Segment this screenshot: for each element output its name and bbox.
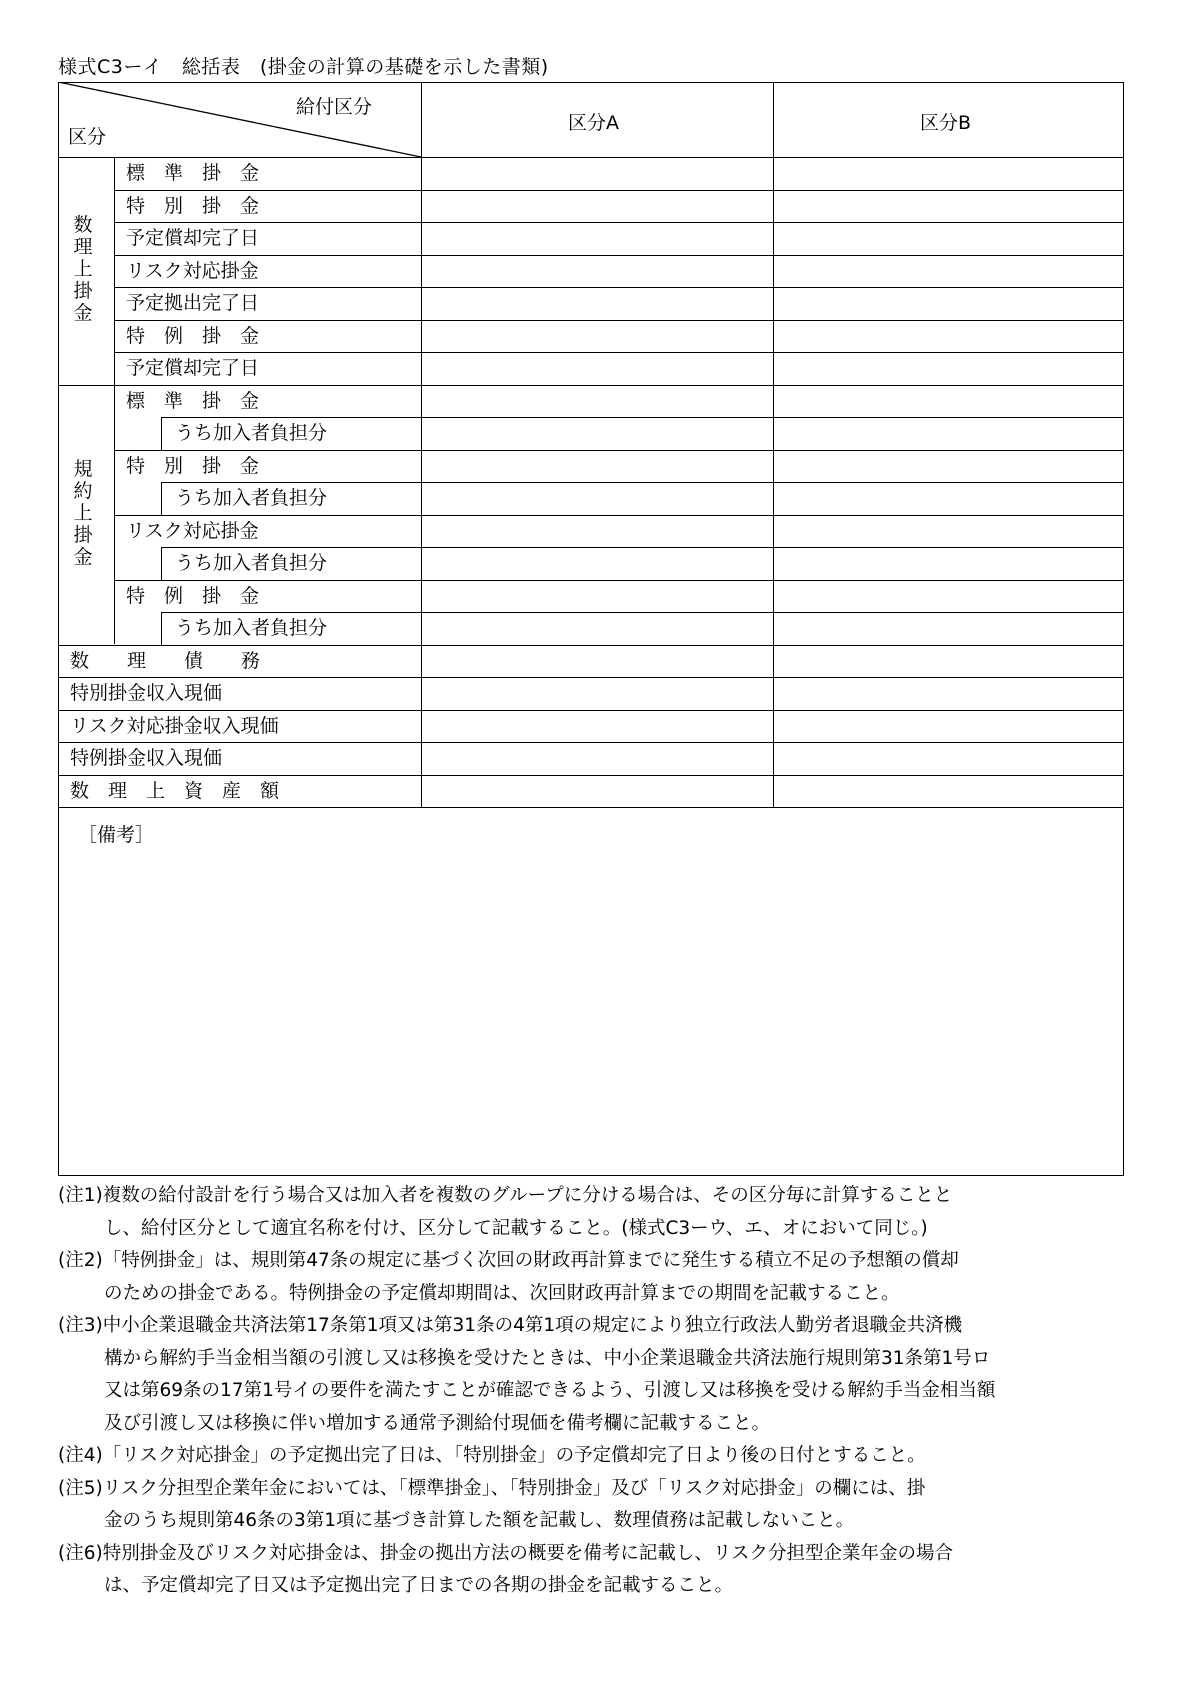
remarks-label: ［備考］ [78,824,155,846]
row-line [114,222,1124,223]
subitem-divider [161,547,162,580]
row-line [114,320,1124,321]
group-label-contractual-contributions: 規約上掛金 [73,458,93,568]
row-label: 予定償却完了日 [126,227,260,249]
group-column-divider [114,157,115,644]
row-label: 特 別 掛 金 [126,194,260,217]
note-label: (注5) [58,1477,103,1499]
row-label: リスク対応掛金 [126,259,259,282]
note-line: 特別掛金及びリスク対応掛金は、掛金の拠出方法の概要を備考に記載し、リスク分担型企業年金の場合 [102,1542,953,1564]
note-line: し、給付区分として適宜名称を付け、区分して記載すること。(様式C3ーウ、エ、オにおいて同じ。) [104,1217,928,1239]
row-line [114,450,1124,451]
note-line: 又は第69条の17第1号イの要件を満たすことが確認できるよう、引渡し又は移換を受ける解約手当金相当額 [104,1380,996,1401]
row-label: 標 準 掛 金 [126,389,260,412]
row-label: 数 理 上 資 産 額 [70,779,280,802]
row-label: 特 別 掛 金 [126,454,260,477]
note-3 [58,1310,1138,1343]
row-line [114,190,1124,191]
row-label: リスク対応掛金収入現価 [70,714,279,737]
row-label: 特 例 掛 金 [126,584,260,607]
note-label: (注4) [58,1445,103,1466]
note-6 [58,1538,1138,1571]
row-label: 標 準 掛 金 [126,162,260,184]
row-label-sub: うち加入者負担分 [175,487,328,509]
note-5 [58,1473,1138,1506]
row-label: 予定拠出完了日 [126,292,260,314]
row-label-sub: うち加入者負担分 [175,552,328,574]
note-2 [58,1245,1138,1278]
row-label: 特 例 掛 金 [126,324,260,347]
note-line: 「特例掛金」は、規則第47条の規定に基づく次回の財政再計算までに発生する積立不足の予想額の償却 [102,1250,959,1271]
document-title: 様式C3ーイ 総括表 (掛金の計算の基礎を示した書類) [58,56,549,78]
row-label-sub: うち加入者負担分 [175,617,328,639]
row-label: 数 理 債 務 [70,649,261,672]
group-label-actuarial-contributions: 数理上掛金 [73,214,93,324]
subitem-divider [161,612,162,645]
remarks-area[interactable] [60,850,1122,1174]
row-label: 特別掛金収入現価 [70,682,223,704]
note-label: (注6) [58,1542,103,1564]
note-line: 金のうち規則第46条の3第1項に基づき計算した額を記載し、数理債務は記載しないこと。 [104,1510,855,1531]
row-line [114,255,1124,256]
row-line [114,515,1124,516]
note-line: 複数の給付設計を行う場合又は加入者を複数のグループに分ける場合は、その区分毎に計算することと [102,1185,953,1206]
row-line [114,352,1124,353]
column-divider-b [773,82,774,807]
note-line: 「リスク対応掛金」の予定拠出完了日は、「特別掛金」の予定償却完了日より後の日付とすること。 [102,1445,926,1466]
note-label: (注2) [58,1250,103,1271]
header-category: 区分 [68,126,107,148]
table-body-bottom-line [58,807,1124,808]
column-header-a: 区分A [568,112,619,134]
row-label: 特例掛金収入現価 [70,747,223,769]
note-1 [58,1180,1138,1213]
note-line: リスク分担型企業年金においては、「標準掛金」、「特別掛金」及び「リスク対応掛金」の欄には、掛 [102,1477,926,1499]
row-label-sub: うち加入者負担分 [175,422,328,444]
notes-section [58,1180,1138,1603]
note-label: (注1) [58,1185,103,1206]
note-line: のための掛金である。特例掛金の予定償却期間は、次回財政再計算までの期間を記載すること。 [104,1282,900,1304]
subitem-divider [161,417,162,450]
note-4 [58,1440,1138,1473]
row-line [114,580,1124,581]
subitem-divider [161,482,162,515]
row-label: 予定償却完了日 [126,357,260,379]
note-line: 及び引渡し又は移換に伴い増加する通常予測給付現価を備考欄に記載すること。 [104,1412,771,1434]
column-divider-a [421,82,422,807]
header-benefit-category: 給付区分 [296,96,373,118]
note-label: (注3) [58,1315,103,1336]
note-line: 中小企業退職金共済法第17条第1項又は第31条の4第1項の規定により独立行政法人勤労者退職金共済機 [102,1315,963,1336]
note-line: は、予定償却完了日又は予定拠出完了日までの各期の掛金を記載すること。 [104,1575,734,1596]
column-header-b: 区分B [920,112,972,134]
row-label: リスク対応掛金 [126,519,259,542]
row-line [114,287,1124,288]
note-line: 構から解約手当金相当額の引渡し又は移換を受けたときは、中小企業退職金共済法施行規則第31条第1号ロ [104,1347,991,1369]
